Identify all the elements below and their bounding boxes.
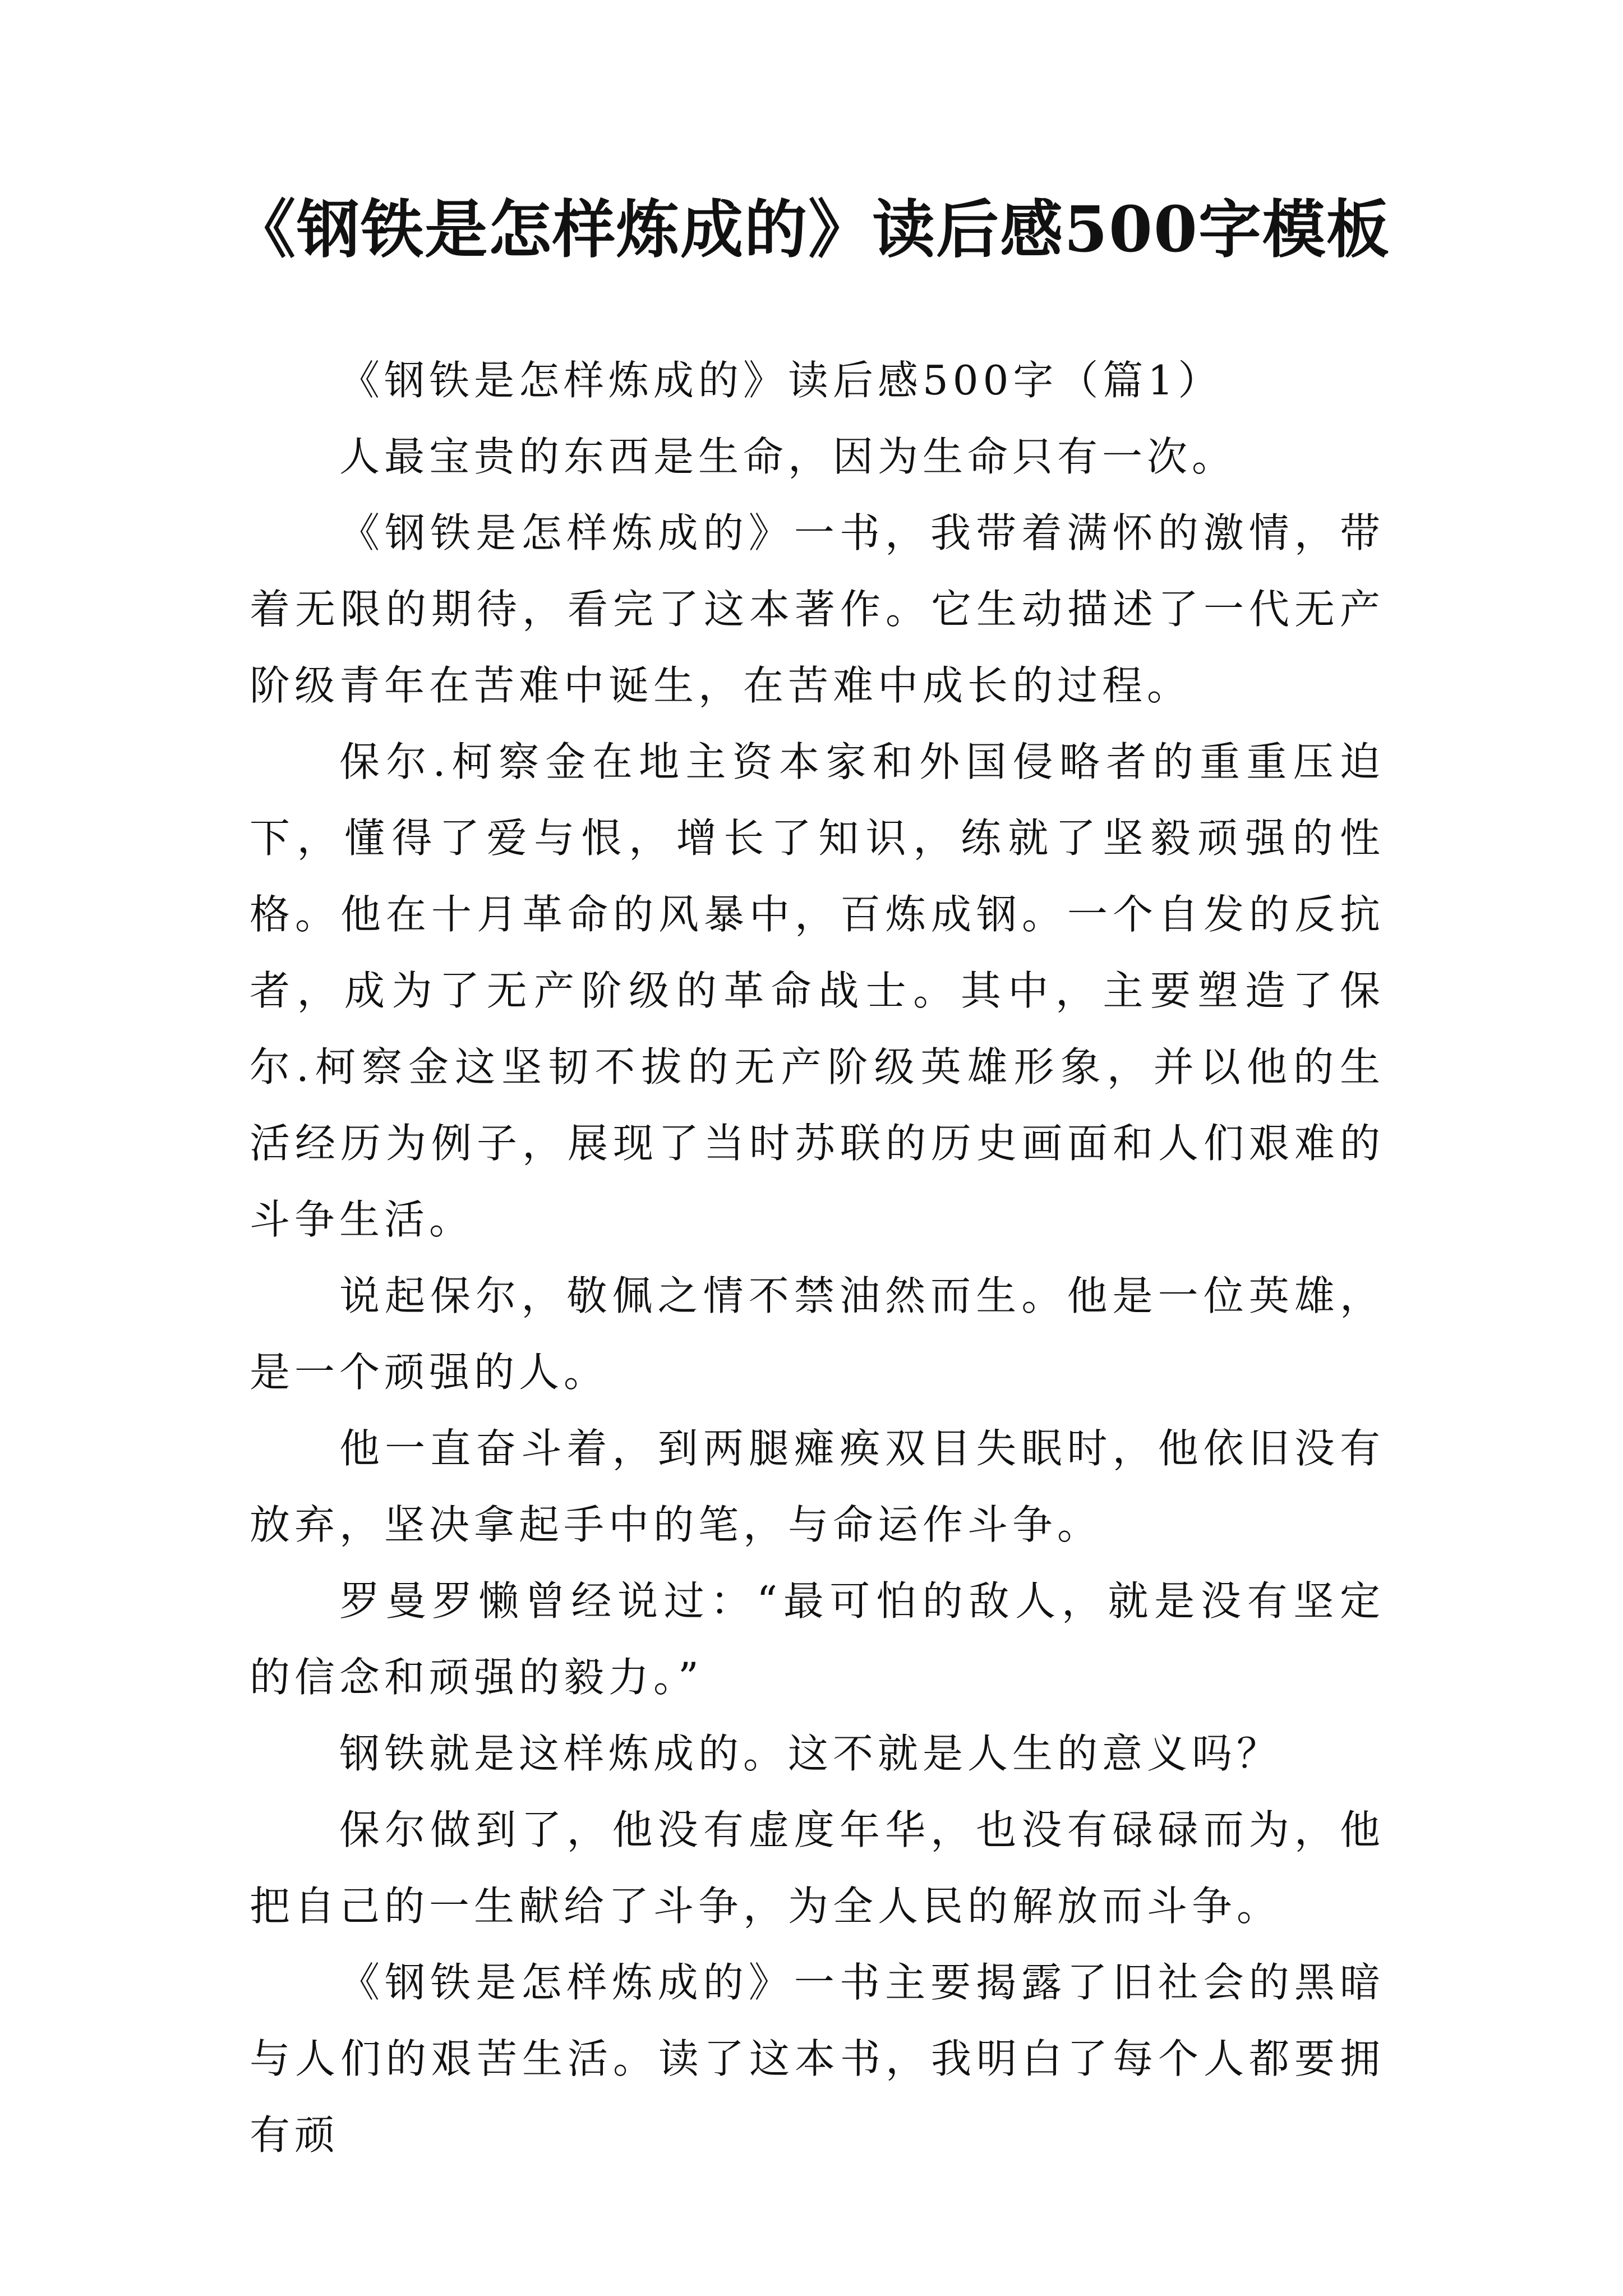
paragraph: 他一直奋斗着，到两腿瘫痪双目失眠时，他依旧没有放弃，坚决拿起手中的笔，与命运作斗争。	[250, 1425, 1385, 1548]
paragraph: 保尔做到了，他没有虚度年华，也没有碌碌而为，他把自己的一生献给了斗争，为全人民的解放而斗争。	[250, 1806, 1385, 1930]
paragraph: 《钢铁是怎样炼成的》一书，我带着满怀的激情，带着无限的期待，看完了这本著作。它生动描述了一代无产阶级青年在苦难中诞生，在苦难中成长的过程。	[250, 509, 1385, 709]
paragraph: 《钢铁是怎样炼成的》一书主要揭露了旧社会的黑暗与人们的艰苦生活。读了这本书，我明白了每个人都要拥有顽	[250, 1959, 1385, 2159]
document-body	[250, 342, 1385, 2173]
paragraph: 说起保尔，敬佩之情不禁油然而生。他是一位英雄，是一个顽强的人。	[250, 1272, 1385, 1396]
paragraph: 《钢铁是怎样炼成的》读后感500字（篇1）	[339, 357, 1223, 404]
paragraph: 保尔.柯察金在地主资本家和外国侵略者的重重压迫下，懂得了爱与恨，增长了知识，练就了坚毅顽强的性格。他在十月革命的风暴中，百炼成钢。一个自发的反抗者，成为了无产阶级的革命战士。其中，主要塑造了保尔.柯察金这坚韧不拔的无产阶级英雄形象，并以他的生活经历为例子，展现了当时苏联的历史画面和人们艰难的斗争生活。	[250, 738, 1385, 1243]
paragraph: 人最宝贵的东西是生命，因为生命只有一次。	[339, 433, 1237, 480]
paragraph: 罗曼罗懒曾经说过：“最可怕的敌人，就是没有坚定的信念和顽强的毅力。”	[250, 1577, 1385, 1701]
document-title: 《钢铁是怎样炼成的》读后感500字模板	[233, 193, 1390, 266]
paragraph: 钢铁就是这样炼成的。这不就是人生的意义吗？	[339, 1730, 1282, 1777]
